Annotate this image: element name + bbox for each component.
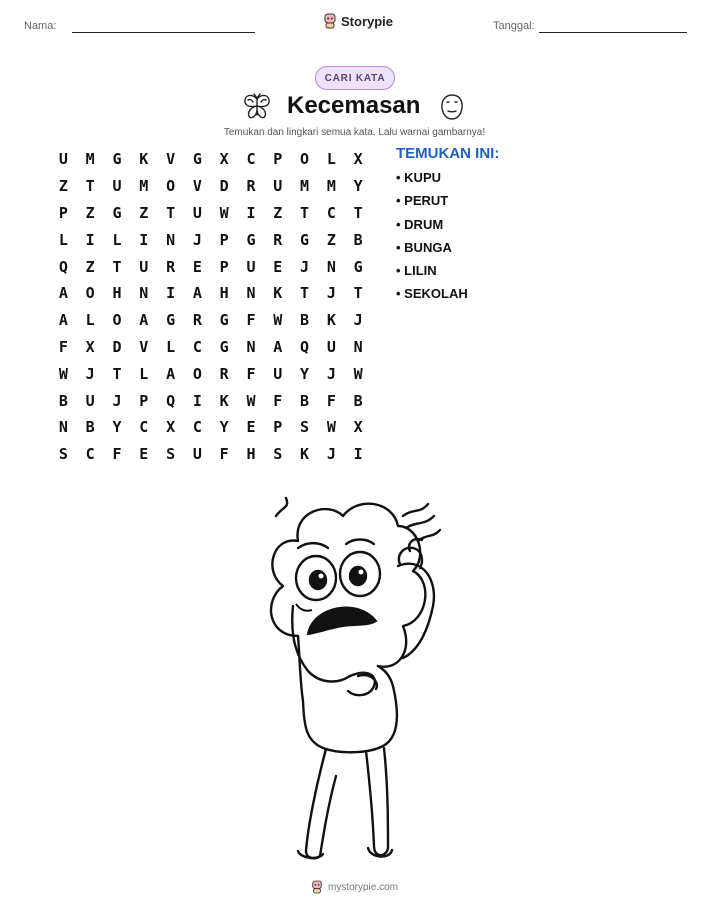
grid-row [50, 226, 372, 253]
grid-cell: A [273, 337, 283, 356]
grid-cell: R [273, 230, 283, 249]
grid-row [50, 387, 372, 414]
grid-cell: O [85, 284, 95, 303]
word-item: • LILIN [396, 263, 437, 279]
word-list [396, 145, 499, 310]
date-field[interactable] [493, 20, 535, 32]
grid-cell: B [85, 418, 95, 437]
grid-cell: R [246, 177, 256, 196]
grid-row [50, 280, 372, 307]
grid-cell: U [273, 364, 283, 383]
grid-cell: Z [273, 203, 283, 222]
page-title: Kecemasan [287, 92, 421, 119]
grid-cell: G [353, 257, 363, 276]
grid-cell: T [85, 177, 95, 196]
grid-cell: L [112, 230, 122, 249]
name-label: Nama: [24, 20, 57, 32]
grid-cell: Z [85, 257, 95, 276]
grid-cell: P [273, 418, 283, 437]
grid-cell: C [246, 150, 256, 169]
grid-cell: P [273, 150, 283, 169]
grid-cell: T [112, 257, 122, 276]
grid-cell: N [353, 337, 363, 356]
grid-cell: N [326, 257, 336, 276]
grid-cell: E [192, 257, 202, 276]
grid-cell: A [58, 284, 68, 303]
grid-cell: C [326, 203, 336, 222]
grid-cell: Q [58, 257, 68, 276]
grid-cell: G [166, 311, 176, 330]
grid-cell: A [166, 364, 176, 383]
grid-cell: J [112, 391, 122, 410]
grid-cell: U [85, 391, 95, 410]
word-item: • SEKOLAH [396, 286, 468, 302]
grid-cell: E [246, 418, 256, 437]
grid-cell: A [58, 311, 68, 330]
grid-cell: M [85, 150, 95, 169]
word-item: • PERUT [396, 193, 449, 209]
grid-cell: T [353, 203, 363, 222]
grid-cell: F [112, 445, 122, 464]
grid-cell: C [139, 418, 149, 437]
grid-cell: U [273, 177, 283, 196]
grid-cell: T [166, 203, 176, 222]
grid-row [50, 173, 372, 200]
grid-cell: F [326, 391, 336, 410]
grid-cell: X [353, 150, 363, 169]
grid-cell: Z [58, 177, 68, 196]
grid-cell: T [112, 364, 122, 383]
grid-cell: N [58, 418, 68, 437]
grid-cell: G [112, 150, 122, 169]
grid-cell: P [219, 257, 229, 276]
grid-cell: Q [166, 391, 176, 410]
grid-cell: K [139, 150, 149, 169]
grid-cell: I [139, 230, 149, 249]
storypie-logo-icon [323, 13, 337, 29]
grid-cell: D [112, 337, 122, 356]
grid-cell: S [58, 445, 68, 464]
grid-cell: I [192, 391, 202, 410]
grid-cell: X [353, 418, 363, 437]
grid-cell: M [300, 177, 310, 196]
grid-cell: J [326, 445, 336, 464]
brand-name: Storypie [341, 13, 394, 29]
date-label: Tanggal: [493, 20, 535, 32]
grid-cell: N [246, 284, 256, 303]
grid-cell: R [166, 257, 176, 276]
grid-cell: G [192, 150, 202, 169]
grid-cell: J [353, 311, 363, 330]
word-list-heading: TEMUKAN INI: [396, 145, 500, 162]
instructions: Temukan dan lingkari semua kata. Lalu warnai gambarnya! [223, 127, 486, 138]
grid-cell: T [300, 203, 310, 222]
grid-cell: K [300, 445, 310, 464]
grid-cell: L [139, 364, 149, 383]
grid-cell: Y [219, 418, 229, 437]
grid-cell: A [139, 311, 149, 330]
grid-cell: G [112, 203, 122, 222]
grid-cell: N [139, 284, 149, 303]
anxious-character-illustration [228, 486, 488, 876]
grid-cell: K [273, 284, 283, 303]
footer [0, 880, 709, 894]
grid-cell: Z [85, 203, 95, 222]
grid-cell: V [139, 337, 149, 356]
grid-cell: J [85, 364, 95, 383]
grid-cell: M [326, 177, 336, 196]
grid-cell: F [219, 445, 229, 464]
word-item: • BUNGA [396, 239, 452, 255]
grid-cell: O [300, 150, 310, 169]
grid-cell: W [353, 364, 363, 383]
grid-cell: G [300, 230, 310, 249]
grid-cell: K [219, 391, 229, 410]
grid-cell: J [192, 230, 202, 249]
grid-cell: T [353, 284, 363, 303]
grid-cell: W [219, 203, 229, 222]
grid-row [50, 414, 372, 441]
grid-row [50, 200, 372, 227]
grid-cell: Z [326, 230, 336, 249]
grid-cell: X [85, 337, 95, 356]
grid-cell: Y [112, 418, 122, 437]
face-icon [438, 93, 466, 121]
grid-cell: B [300, 311, 310, 330]
grid-row [50, 146, 372, 173]
grid-cell: D [219, 177, 229, 196]
grid-cell: V [192, 177, 202, 196]
grid-cell: N [246, 337, 256, 356]
footer-url[interactable]: mystorypie.com [327, 881, 398, 893]
grid-row [50, 307, 372, 334]
word-item: • KUPU [396, 170, 441, 185]
grid-cell: F [273, 391, 283, 410]
grid-cell: S [273, 445, 283, 464]
grid-cell: O [166, 177, 176, 196]
grid-cell: U [139, 257, 149, 276]
grid-cell: X [166, 418, 176, 437]
grid-cell: F [58, 337, 68, 356]
grid-cell: S [300, 418, 310, 437]
grid-cell: W [58, 364, 68, 383]
storypie-logo-icon [311, 880, 323, 894]
grid-cell: V [166, 150, 176, 169]
grid-cell: U [192, 203, 202, 222]
grid-cell: K [326, 311, 336, 330]
grid-cell: B [353, 391, 363, 410]
grid-cell: H [246, 445, 256, 464]
grid-cell: A [192, 284, 202, 303]
grid-cell: F [246, 364, 256, 383]
grid-cell: S [166, 445, 176, 464]
grid-cell: H [219, 284, 229, 303]
grid-cell: U [246, 257, 256, 276]
grid-cell: I [353, 445, 363, 464]
butterfly-icon [242, 93, 272, 121]
grid-cell: C [192, 418, 202, 437]
grid-cell: P [219, 230, 229, 249]
grid-cell: J [326, 284, 336, 303]
grid-cell: C [85, 445, 95, 464]
grid-cell: W [246, 391, 256, 410]
grid-cell: P [139, 391, 149, 410]
grid-cell: F [246, 311, 256, 330]
grid-cell: L [58, 230, 68, 249]
word-search-grid [50, 146, 372, 468]
grid-cell: W [273, 311, 283, 330]
grid-cell: W [326, 418, 336, 437]
grid-cell: M [139, 177, 149, 196]
title-row [238, 90, 474, 124]
grid-cell: P [58, 203, 68, 222]
grid-cell: R [219, 364, 229, 383]
grid-cell: B [300, 391, 310, 410]
grid-cell: L [85, 311, 95, 330]
grid-cell: J [326, 364, 336, 383]
grid-cell: Y [300, 364, 310, 383]
grid-cell: J [300, 257, 310, 276]
name-field[interactable] [24, 20, 56, 32]
grid-cell: H [112, 284, 122, 303]
grid-cell: X [219, 150, 229, 169]
grid-cell: T [300, 284, 310, 303]
grid-cell: B [353, 230, 363, 249]
grid-cell: N [166, 230, 176, 249]
grid-row [50, 253, 372, 280]
grid-cell: G [219, 311, 229, 330]
date-line[interactable] [539, 32, 687, 33]
grid-cell: U [112, 177, 122, 196]
grid-row [50, 360, 372, 387]
grid-cell: U [58, 150, 68, 169]
grid-cell: R [192, 311, 202, 330]
grid-cell: E [139, 445, 149, 464]
grid-cell: O [192, 364, 202, 383]
grid-cell: I [85, 230, 95, 249]
grid-row [50, 334, 372, 361]
grid-cell: Q [300, 337, 310, 356]
name-line[interactable] [72, 32, 255, 33]
grid-cell: G [246, 230, 256, 249]
grid-cell: E [273, 257, 283, 276]
brand [323, 13, 393, 29]
grid-cell: I [166, 284, 176, 303]
grid-cell: L [166, 337, 176, 356]
grid-cell: Z [139, 203, 149, 222]
category-badge: CARI KATA [315, 66, 395, 90]
grid-cell: U [192, 445, 202, 464]
grid-cell: B [58, 391, 68, 410]
grid-cell: L [326, 150, 336, 169]
grid-cell: G [219, 337, 229, 356]
grid-cell: U [326, 337, 336, 356]
grid-cell: Y [353, 177, 363, 196]
grid-cell: C [192, 337, 202, 356]
grid-cell: O [112, 311, 122, 330]
grid-row [50, 441, 372, 468]
grid-cell: I [246, 203, 256, 222]
word-item: • DRUM [396, 216, 444, 232]
